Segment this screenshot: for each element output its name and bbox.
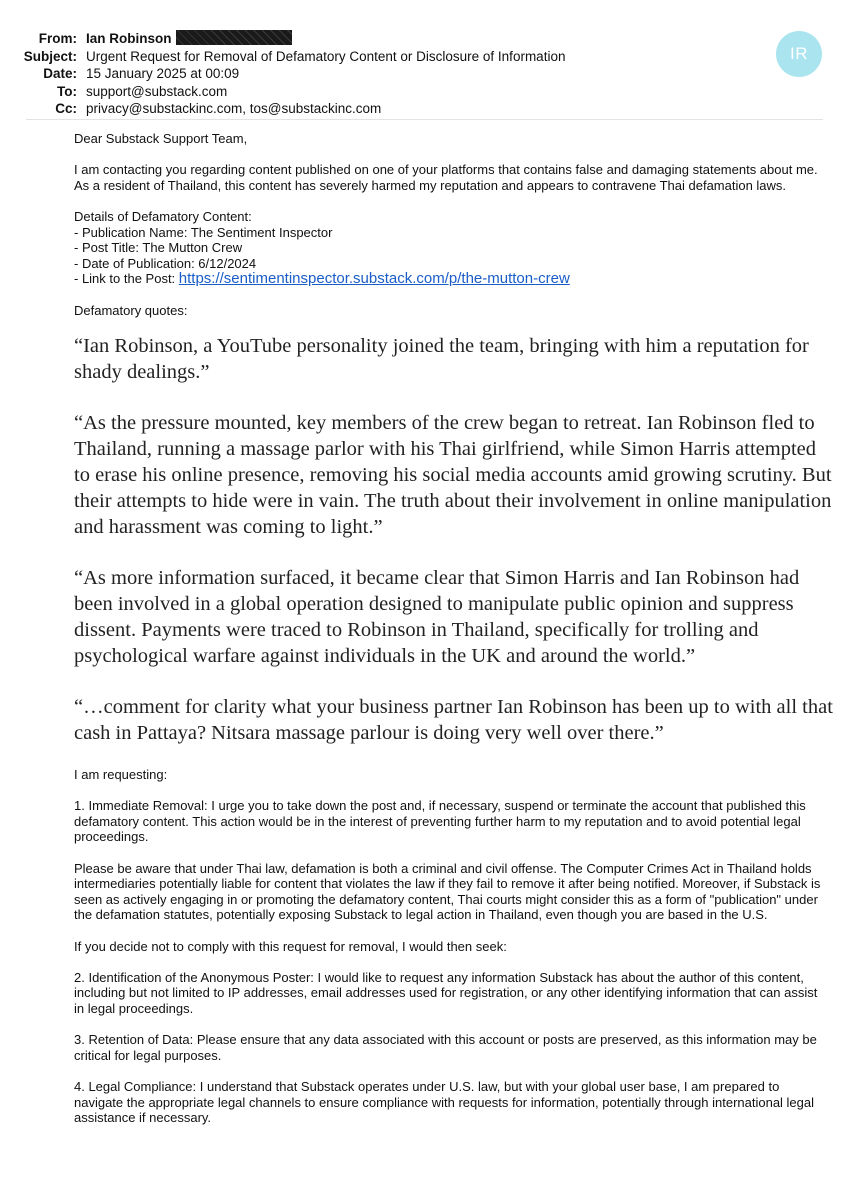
link-line [74, 271, 826, 287]
greeting: Dear Substack Support Team, [74, 131, 248, 146]
request-item-2: 2. Identification of the Anonymous Poster: I would like to request any information Substack has about the author of this content, including but not limited to IP addresses, email addresses used for registration, or any other identifying information that can assist in legal proceedings. [74, 969, 818, 1016]
quote-2: “As the pressure mounted, key members of the crew began to retreat. Ian Robinson fled to Thailand, running a massage parlor with his Thai girlfriend, while Simon Harris attempted to erase his online presence, removing his social media accounts amid growing scrutiny. But their attempts to hide were in vain. The truth about their involvement in online manipulation and harassment was coming to light.” [74, 412, 832, 538]
from-value [86, 30, 292, 47]
cc-value[interactable]: privacy@substackinc.com, tos@substackinc.com [86, 101, 382, 116]
cc-label: Cc: [55, 101, 77, 116]
to-value[interactable]: support@substack.com [86, 83, 228, 99]
date-row [0, 65, 849, 83]
to-label: To: [57, 83, 77, 99]
publication-line: - Publication Name: The Sentiment Inspector [74, 224, 333, 240]
details-block [74, 209, 826, 287]
redacted-email-block [176, 30, 292, 45]
from-label: From: [38, 31, 77, 46]
requesting-line: I am requesting: [74, 767, 168, 783]
post-title-line: - Post Title: The Mutton Crew [74, 240, 243, 256]
if-not-comply-line: If you decide not to comply with this request for removal, I would then seek: [74, 938, 507, 954]
intro-paragraph: I am contacting you regarding content published on one of your platforms that contains false and damaging statements about me. As a resident of Thailand, this content has severely harmed my reputation and appears to contravene Thai defamation laws. [74, 162, 818, 193]
link-prefix: - Link to the Post: [74, 271, 179, 287]
email-header [0, 30, 849, 118]
post-link[interactable]: https://sentimentinspector.substack.com/p/the-mutton-crew [178, 270, 570, 288]
date-value: 15 January 2025 at 00:09 [86, 66, 240, 81]
sender-avatar[interactable]: IR [776, 31, 822, 77]
request-item-1: 1. Immediate Removal: I urge you to take down the post and, if necessary, suspend or terminate the account that published this defamatory content. This action would be in the interest of preventing further harm to my reputation and to avoid potential legal proceedings. [74, 798, 806, 845]
subject-row [0, 48, 849, 66]
details-heading: Details of Defamatory Content: [74, 208, 252, 224]
from-row [0, 30, 849, 48]
quote-1: “Ian Robinson, a YouTube personality joined the team, bringing with him a reputation for shady dealings.” [74, 334, 809, 383]
thai-law-paragraph: Please be aware that under Thai law, defamation is both a criminal and civil offense. The Computer Crimes Act in Thailand holds intermediaries potentially liable for content that violates the law if they fail to remove it after being notified. Moreover, if Substack is seen as actively engaging in or promoting the defamatory content, Thai courts might consider this as a form of "publication" under the defamation statutes, potentially exposing Substack to legal action in Thailand, even though you are based in the U.S. [74, 860, 821, 923]
email-body [74, 131, 833, 1126]
to-row [0, 83, 849, 101]
date-label: Date: [43, 66, 77, 81]
header-divider [26, 119, 823, 120]
quote-4: “…comment for clarity what your business partner Ian Robinson has been up to with all that cash in Pattaya? Nitsara massage parlour is doing very well over there.” [74, 696, 833, 745]
subject-value: Urgent Request for Removal of Defamatory Content or Disclosure of Information [86, 48, 566, 64]
quote-3: “As more information surfaced, it became clear that Simon Harris and Ian Robinson had been involved in a global operation designed to manipulate public opinion and suppress dissent. Payments were traced to Robinson in Thailand, specifically for trolling and psychological warfare against individuals in the UK and around the world.” [74, 567, 800, 667]
publication-date-line: - Date of Publication: 6/12/2024 [74, 255, 257, 271]
subject-label: Subject: [23, 48, 77, 64]
sender-name[interactable]: Ian Robinson [86, 31, 172, 46]
request-item-4: 4. Legal Compliance: I understand that Substack operates under U.S. law, but with your global user base, I am prepared to navigate the appropriate legal channels to ensure compliance with requests for information, potentially through international legal assistance if necessary. [74, 1078, 815, 1126]
quotes-heading: Defamatory quotes: [74, 302, 188, 318]
cc-row [0, 100, 849, 118]
request-item-3: 3. Retention of Data: Please ensure that any data associated with this account or posts are preserved, as this information may be critical for legal purposes. [74, 1032, 817, 1063]
